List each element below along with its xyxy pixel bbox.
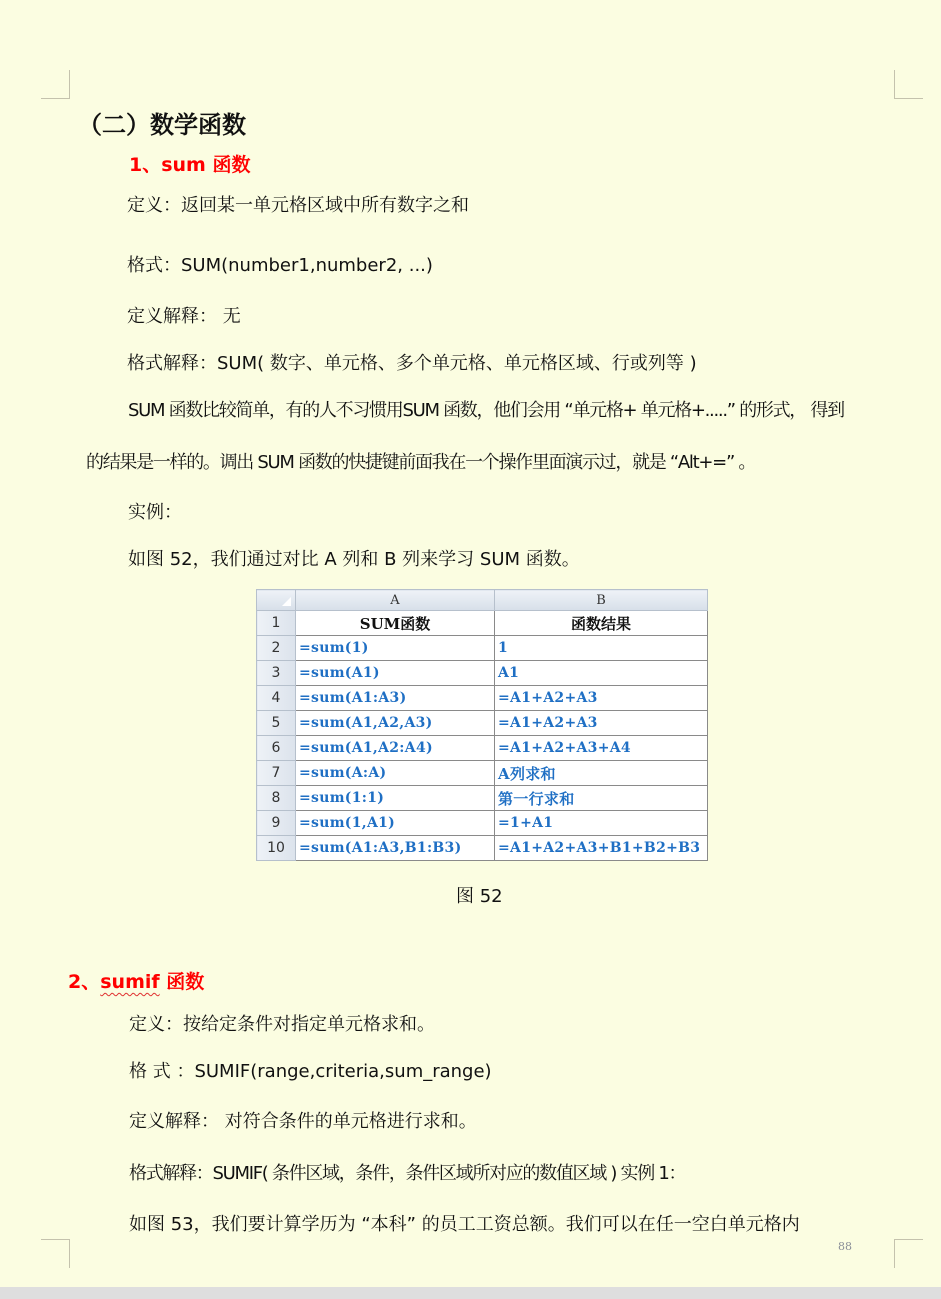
- cell-b8: 第一行求和: [495, 786, 708, 811]
- cell-b5: =A1+A2+A3: [495, 711, 708, 736]
- cell-a2: =sum(1): [296, 636, 495, 661]
- page-number: 88: [838, 1240, 852, 1253]
- sum-format-explain: 格式解释：SUM( 数字、单元格、多个单元格、单元格区域、行或列等 ): [127, 353, 697, 374]
- sum-heading: 1、sum 函数: [129, 154, 251, 176]
- cell-b9: =1+A1: [495, 811, 708, 836]
- cell-a1: SUM函数: [296, 611, 495, 636]
- cell-b4: =A1+A2+A3: [495, 686, 708, 711]
- sum-paragraph-line1: SUM 函数比较简单，有的人不习惯用SUM 函数，他们会用 “单元格+ 单元格+.....” 的形式， 得到: [128, 400, 844, 421]
- margin-corner-mark-top-left: [41, 70, 70, 99]
- table-row: [257, 711, 708, 736]
- sumif-example-intro: 如图 53，我们要计算学历为 “本科” 的员工工资总额。我们可以在任一空白单元格内: [129, 1214, 800, 1235]
- sum-format: 格式：SUM(number1,number2, ...): [127, 255, 433, 276]
- cell-a6: =sum(A1,A2:A4): [296, 736, 495, 761]
- sumif-heading-suffix: 函数: [159, 971, 205, 993]
- row-number: 9: [257, 811, 296, 836]
- page-gap-strip: [0, 1287, 941, 1299]
- sumif-definition: 定义：按给定条件对指定单元格求和。: [129, 1014, 435, 1035]
- row-number: 10: [257, 836, 296, 861]
- table-row: [257, 836, 708, 861]
- cell-b1: 函数结果: [495, 611, 708, 636]
- cell-b7: A列求和: [495, 761, 708, 786]
- margin-corner-mark-bottom-left: [41, 1239, 70, 1268]
- cell-a3: =sum(A1): [296, 661, 495, 686]
- table-row: [257, 786, 708, 811]
- row-number: 5: [257, 711, 296, 736]
- table-row: [257, 686, 708, 711]
- table-row: [257, 811, 708, 836]
- sumif-heading-word: sumif: [100, 971, 160, 993]
- cell-a10: =sum(A1:A3,B1:B3): [296, 836, 495, 861]
- row-number: 7: [257, 761, 296, 786]
- margin-corner-mark-top-right: [894, 70, 923, 99]
- row-number: 1: [257, 611, 296, 636]
- column-header-b: B: [495, 590, 708, 611]
- cell-b6: =A1+A2+A3+A4: [495, 736, 708, 761]
- row-number: 8: [257, 786, 296, 811]
- margin-corner-mark-bottom-right: [894, 1239, 923, 1268]
- sumif-format-explain: 格式解释：SUMIF( 条件区域，条件，条件区域所对应的数值区域 ) 实例 1：: [129, 1163, 686, 1184]
- table-row: [257, 736, 708, 761]
- table-row: [257, 636, 708, 661]
- sumif-format: 格 式 ：SUMIF(range,criteria,sum_range): [129, 1061, 492, 1082]
- sum-definition: 定义：返回某一单元格区域中所有数字之和: [127, 195, 469, 216]
- table-row: [257, 661, 708, 686]
- row-number: 4: [257, 686, 296, 711]
- sumif-definition-explain: 定义解释： 对符合条件的单元格进行求和。: [129, 1111, 477, 1132]
- column-header-row: [257, 590, 708, 611]
- row-number: 3: [257, 661, 296, 686]
- column-header-a: A: [296, 590, 495, 611]
- cell-a5: =sum(A1,A2,A3): [296, 711, 495, 736]
- sumif-heading: [68, 967, 204, 994]
- cell-a9: =sum(1,A1): [296, 811, 495, 836]
- cell-b2: 1: [495, 636, 708, 661]
- cell-b10: =A1+A2+A3+B1+B2+B3: [495, 836, 708, 861]
- sumif-heading-number: 2、: [68, 971, 101, 993]
- sum-definition-explain: 定义解释： 无: [127, 306, 241, 327]
- sum-paragraph-line2: 的结果是一样的。调出 SUM 函数的快捷键前面我在一个操作里面演示过，就是 “Alt+=” 。: [86, 452, 756, 473]
- figure-52-spreadsheet: [256, 589, 708, 861]
- table-row: [257, 761, 708, 786]
- cell-b3: A1: [495, 661, 708, 686]
- table-row: [257, 611, 708, 636]
- row-number: 6: [257, 736, 296, 761]
- sum-example-label: 实例：: [128, 502, 182, 523]
- sum-example-intro: 如图 52，我们通过对比 A 列和 B 列来学习 SUM 函数。: [128, 549, 580, 570]
- row-number: 2: [257, 636, 296, 661]
- figure-52-caption: 图 52: [456, 886, 503, 907]
- cell-a8: =sum(1:1): [296, 786, 495, 811]
- select-all-corner: [257, 590, 296, 611]
- cell-a7: =sum(A:A): [296, 761, 495, 786]
- cell-a4: =sum(A1:A3): [296, 686, 495, 711]
- section-title: （二）数学函数: [78, 111, 246, 139]
